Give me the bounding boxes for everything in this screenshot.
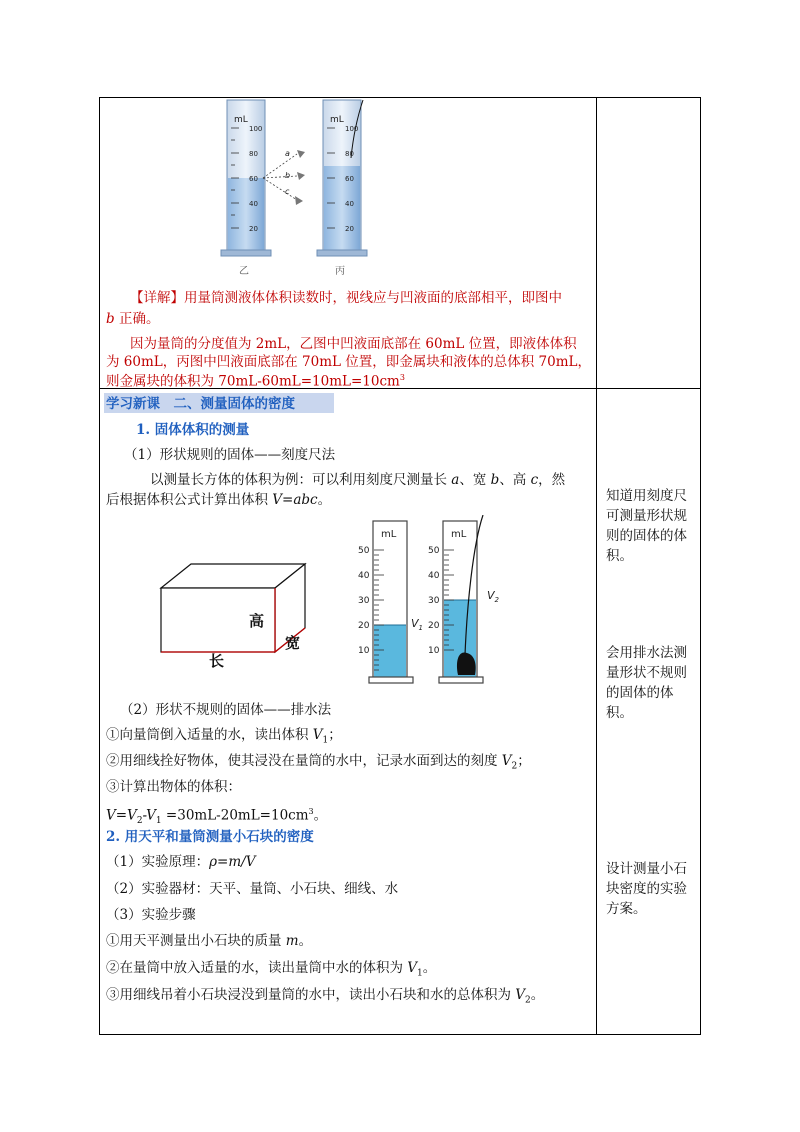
sight-b: b: [285, 171, 291, 180]
cyl1-unit: mL: [381, 529, 397, 540]
cyl2-tick-40: 40: [428, 571, 440, 581]
subheading-regular-solid: （1）形状规则的固体——刻度尺法: [124, 447, 336, 463]
cuboid-width-label: 宽: [285, 634, 301, 652]
top-r-tick-80: 80: [345, 150, 354, 158]
step-1: ①向量筒倒入适量的水，读出体积 $V_1$；: [106, 727, 342, 746]
v2-label: $V_2$: [487, 589, 499, 604]
label-bing: 丙: [335, 266, 345, 277]
explain-line-3: 因为量筒的分度值为 2mL，乙图中凹液面底部在 60mL 位置，即液体体积: [130, 336, 577, 352]
top-tick-40: 40: [249, 200, 258, 208]
top-cyl-left-unit: mL: [234, 115, 248, 125]
table-border-left: [99, 97, 100, 1035]
cyl2-tick-20: 20: [428, 621, 440, 631]
cuboid-length-label: 长: [209, 652, 225, 670]
top-cyl-right-unit: mL: [330, 115, 344, 125]
side-note-ruler: 知道用刻度尺可测量形状规则的固体的体积。: [606, 488, 687, 564]
regular-solid-text-2: 后根据体积公式计算出体积 V=abc。: [106, 492, 332, 508]
table-border-top: [99, 97, 701, 98]
heading-stone-density: 2. 用天平和量筒测量小石块的密度: [106, 829, 314, 845]
step-2: ②用细线拴好物体，使其浸没在量筒的水中，记录水面到达的刻度 $V_2$；: [106, 753, 531, 772]
table-border-right: [700, 97, 701, 1035]
cuboid-height-label: 高: [249, 612, 265, 630]
top-tick-100: 100: [249, 125, 263, 133]
cyl2-tick-50: 50: [428, 546, 440, 556]
cyl2-tick-10: 10: [428, 646, 440, 656]
cyl-tick-20: 20: [358, 621, 370, 631]
table-border-bottom: [99, 1034, 701, 1035]
sight-a: a: [285, 149, 290, 158]
stone-step-2: ②在量筒中放入适量的水，读出量筒中水的体积为 $V_1$。: [106, 960, 437, 979]
cyl2-unit: mL: [451, 529, 467, 540]
label-yi: 乙: [239, 266, 249, 277]
cyl2-tick-30: 30: [428, 596, 440, 606]
stone-step-3: ③用细线吊着小石块浸没到量筒的水中，读出小石块和水的总体积为 $V_2$。: [106, 987, 545, 1006]
cyl-tick-30: 30: [358, 596, 370, 606]
principle: （1）实验原理：ρ=m/V: [106, 854, 256, 870]
section-title: 学习新课 二、测量固体的密度: [106, 396, 295, 412]
sight-c: c: [285, 187, 290, 196]
cyl-tick-40: 40: [358, 571, 370, 581]
cuboid-figure: [155, 560, 315, 670]
top-r-tick-20: 20: [345, 225, 354, 233]
subheading-irregular-solid: （2）形状不规则的固体——排水法: [120, 702, 332, 718]
regular-solid-text-1: 以测量长方体的体积为例：可以利用刻度尺测量长 a、宽 b、高 c，然: [150, 472, 566, 488]
top-cylinders-figure: [215, 98, 375, 280]
top-tick-60: 60: [249, 175, 258, 183]
cyl-tick-50: 50: [358, 546, 370, 556]
side-note-density: 设计测量小石块密度的实验方案。: [606, 861, 687, 917]
volume-formula: $V=V_2-V_1 =30mL-20mL=10cm^3$。: [106, 807, 328, 827]
stone-step-1: ①用天平测量出小石块的质量 m。: [106, 933, 313, 949]
top-tick-20: 20: [249, 225, 258, 233]
explain-line-2: b 正确。: [106, 311, 160, 327]
explain-line-5: 则金属块的体积为 $70mL-60mL=10mL=10cm^3$: [106, 373, 405, 390]
top-r-tick-60: 60: [345, 175, 354, 183]
step-3: ③计算出物体的体积：: [106, 779, 241, 795]
steps-heading: （3）实验步骤: [106, 907, 196, 923]
top-tick-80: 80: [249, 150, 258, 158]
top-r-tick-100: 100: [345, 125, 359, 133]
cyl-tick-10: 10: [358, 646, 370, 656]
measuring-cylinders-figure: [355, 515, 505, 687]
side-note-displacement: 会用排水法测量形状不规则的固体的体积。: [606, 645, 687, 721]
equipment: （2）实验器材：天平、量筒、小石块、细线、水: [106, 881, 399, 897]
v1-label: $V_1$: [411, 617, 423, 632]
heading-solid-volume: 1. 固体体积的测量: [136, 422, 250, 438]
table-border-mid: [596, 97, 597, 1035]
explain-line-1: 【详解】用量筒测液体体积读数时，视线应与凹液面的底部相平，即图中: [130, 290, 562, 306]
explain-line-4: 为 60mL，丙图中凹液面底部在 70mL 位置，即金属块和液体的总体积 70mL，: [106, 354, 591, 370]
top-r-tick-40: 40: [345, 200, 354, 208]
